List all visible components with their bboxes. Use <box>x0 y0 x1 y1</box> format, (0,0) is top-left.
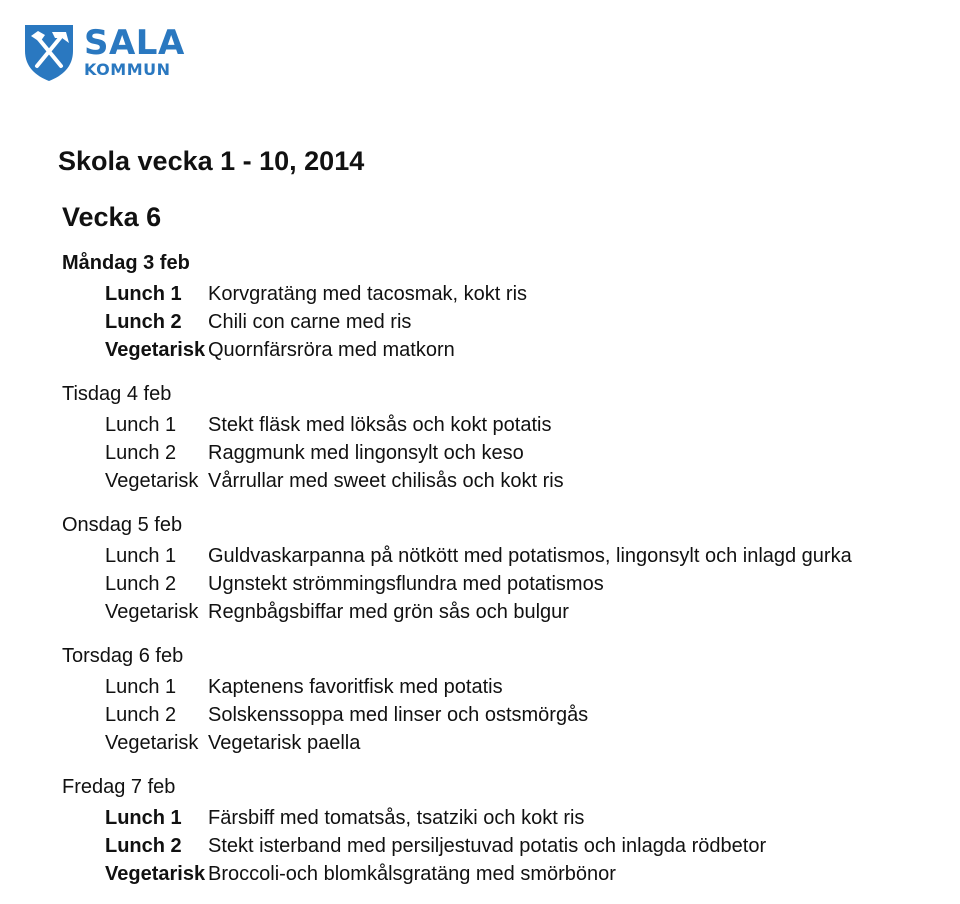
meal-label: Vegetarisk <box>105 863 206 885</box>
meal-dish: Vårrullar med sweet chilisås och kokt ris <box>208 470 564 492</box>
meal-dish: Raggmunk med lingonsylt och keso <box>208 442 524 464</box>
meal-label: Lunch 1 <box>105 676 177 698</box>
sala-kommun-logo <box>22 18 185 86</box>
meal-row <box>62 729 960 757</box>
meal-dish: Broccoli-och blomkålsgratäng med smörbönor <box>208 863 616 885</box>
meal-row <box>62 570 960 598</box>
logo-subtitle: KOMMUN <box>84 60 171 79</box>
meal-label: Vegetarisk <box>105 732 199 754</box>
meal-row <box>62 701 960 729</box>
meal-label: Lunch 1 <box>105 283 182 305</box>
meal-dish: Guldvaskarpanna på nötkött med potatismos, lingonsylt och inlagd gurka <box>208 545 852 567</box>
day-name: Tisdag 4 feb <box>62 383 172 405</box>
meal-dish: Korvgratäng med tacosmak, kokt ris <box>208 283 528 305</box>
meal-dish: Regnbågsbiffar med grön sås och bulgur <box>208 601 569 623</box>
meal-label: Vegetarisk <box>105 470 199 492</box>
meal-dish: Quornfärsröra med matkorn <box>208 339 455 361</box>
shield-icon <box>22 21 76 83</box>
day-section-monday <box>62 249 960 380</box>
meal-dish: Kaptenens favoritfisk med potatis <box>208 676 503 698</box>
day-name: Fredag 7 feb <box>62 776 176 798</box>
meal-row <box>62 467 960 495</box>
meal-label: Lunch 2 <box>105 573 177 595</box>
meal-label: Vegetarisk <box>105 601 199 623</box>
meal-row <box>62 280 960 308</box>
meal-row <box>62 832 960 860</box>
meal-label: Lunch 2 <box>105 311 182 333</box>
meal-row <box>62 542 960 570</box>
day-name: Onsdag 5 feb <box>62 514 183 536</box>
meal-row <box>62 336 960 364</box>
meal-label: Lunch 2 <box>105 442 177 464</box>
meal-row <box>62 308 960 336</box>
meal-label: Lunch 1 <box>105 807 182 829</box>
meal-row <box>62 860 960 888</box>
meal-dish: Vegetarisk paella <box>208 732 361 754</box>
day-section-thursday <box>62 642 960 773</box>
day-name: Måndag 3 feb <box>62 252 190 274</box>
document-title: Skola vecka 1 - 10, 2014 <box>58 146 365 176</box>
day-name: Torsdag 6 feb <box>62 645 184 667</box>
day-section-wednesday <box>62 511 960 642</box>
meal-row <box>62 598 960 626</box>
meal-row <box>62 673 960 701</box>
meal-label: Lunch 1 <box>105 545 177 567</box>
meal-label: Lunch 2 <box>105 835 182 857</box>
menu-days <box>62 249 960 904</box>
meal-dish: Solskenssoppa med linser och ostsmörgås <box>208 704 589 726</box>
meal-dish: Färsbiff med tomatsås, tsatziki och kokt ris <box>208 807 585 829</box>
week-title: Vecka 6 <box>62 202 162 232</box>
meal-dish: Stekt fläsk med löksås och kokt potatis <box>208 414 552 436</box>
meal-label: Lunch 1 <box>105 414 177 436</box>
day-section-tuesday <box>62 380 960 511</box>
meal-label: Vegetarisk <box>105 339 206 361</box>
meal-dish: Stekt isterband med persiljestuvad potatis och inlagda rödbetor <box>208 835 767 857</box>
logo-name: SALA <box>84 23 185 63</box>
meal-row <box>62 804 960 832</box>
meal-label: Lunch 2 <box>105 704 177 726</box>
meal-dish: Chili con carne med ris <box>208 311 412 333</box>
meal-row <box>62 411 960 439</box>
meal-row <box>62 439 960 467</box>
meal-dish: Ugnstekt strömmingsflundra med potatismos <box>208 573 604 595</box>
day-section-friday <box>62 773 960 904</box>
